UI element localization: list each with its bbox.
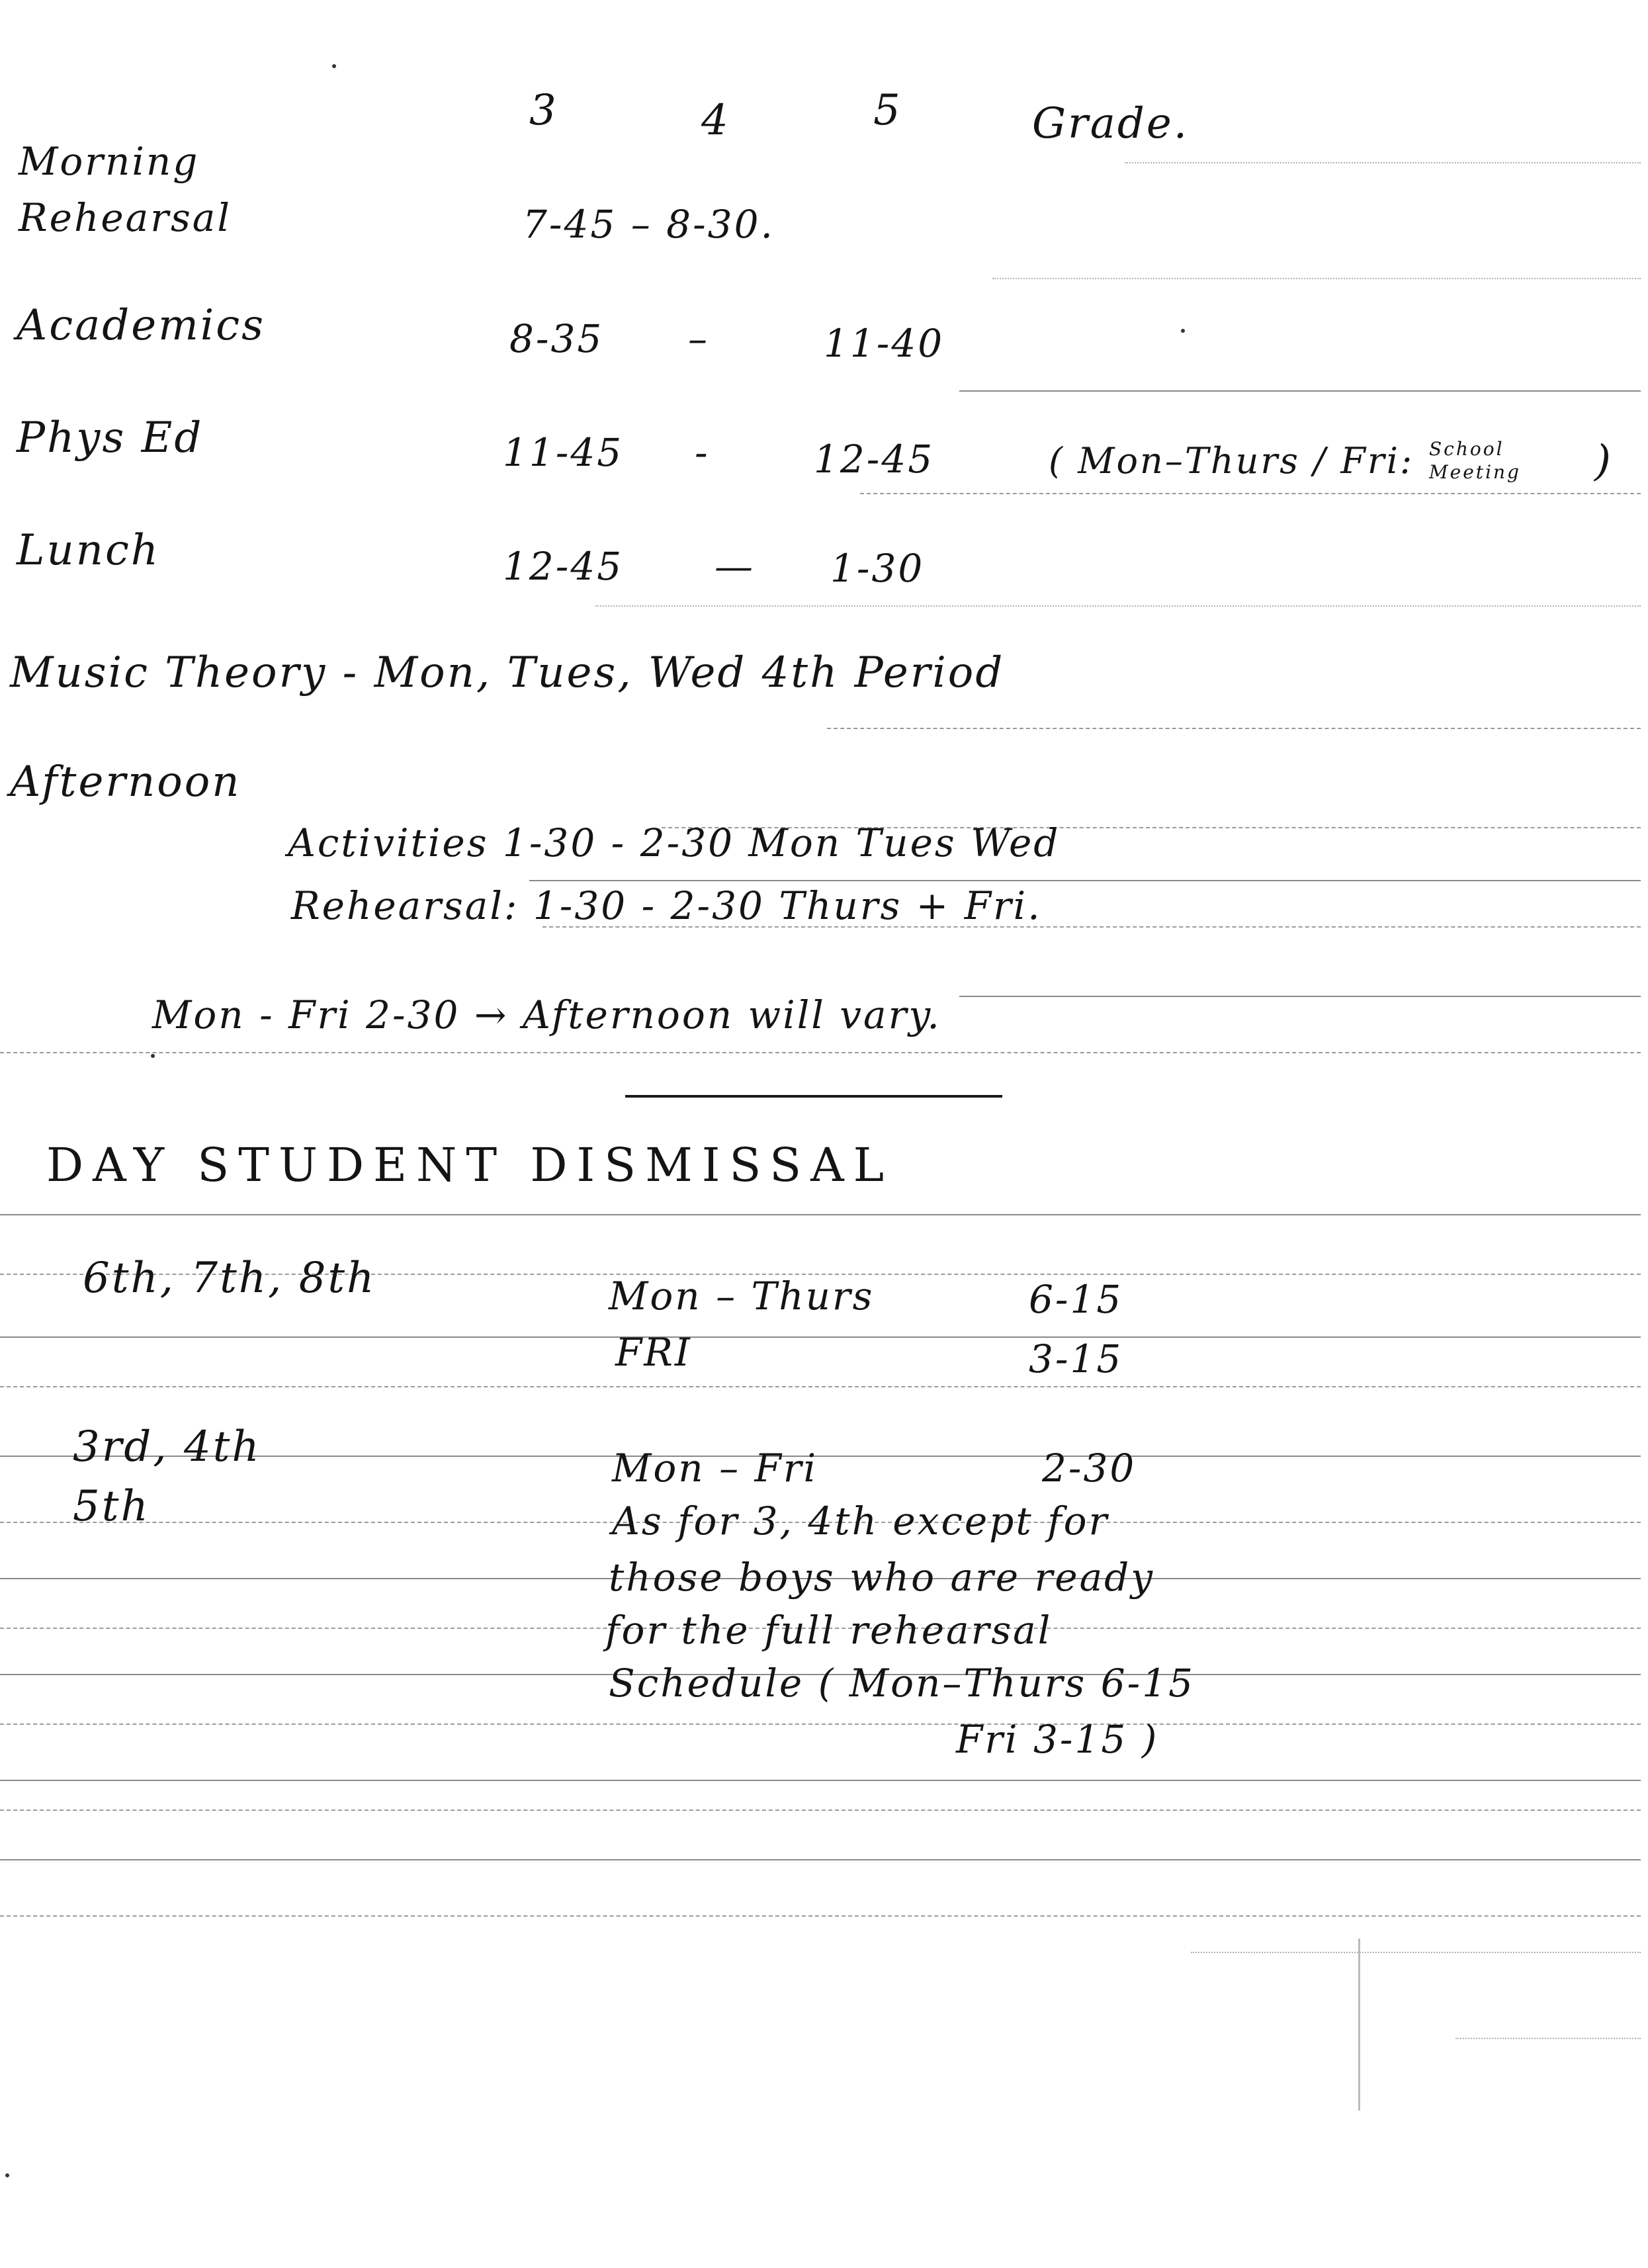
- grade-3-heading: 3: [529, 86, 558, 135]
- lunch-label: Lunch: [17, 526, 160, 575]
- lower-grades-5: 5th: [73, 1482, 150, 1531]
- phys-ed-note-meeting: Meeting: [1429, 461, 1521, 483]
- stray-dot: [1181, 329, 1185, 333]
- rule-line: [0, 1214, 1641, 1215]
- dismissal-note-line1: As for 3, 4th except for: [612, 1499, 1109, 1544]
- phys-ed-label: Phys Ed: [17, 414, 204, 462]
- rule-line: [0, 1336, 1641, 1338]
- dismissal-note-line3: for the full rehearsal: [605, 1608, 1053, 1653]
- lunch-end: 1-30: [830, 546, 925, 591]
- dash: —: [715, 544, 755, 589]
- phys-ed-note-close: ): [1594, 437, 1613, 486]
- rule-line: [0, 1859, 1641, 1860]
- lower-row1-days: Mon – Fri: [612, 1446, 818, 1491]
- rule-line: [0, 1810, 1641, 1811]
- morning-label: Morning: [19, 139, 200, 184]
- rehearsal-line: Rehearsal: 1-30 - 2-30 Thurs + Fri.: [291, 883, 1042, 928]
- phys-ed-note: ( Mon–Thurs / Fri:: [1049, 440, 1414, 482]
- lunch-start: 12-45: [503, 544, 624, 589]
- rule-line: [1125, 162, 1641, 163]
- rule-line: [1455, 2038, 1641, 2039]
- afternoon-label: Afternoon: [10, 758, 241, 807]
- upper-row1-days: Mon – Thurs: [609, 1274, 875, 1319]
- dismissal-title: DAY STUDENT DISMISSAL: [46, 1138, 894, 1192]
- academics-label: Academics: [17, 301, 265, 350]
- activities-line: Activities 1-30 - 2-30 Mon Tues Wed: [288, 820, 1061, 865]
- section-divider: [625, 1095, 1002, 1098]
- phys-ed-end: 12-45: [814, 437, 935, 482]
- upper-grades: 6th, 7th, 8th: [83, 1254, 376, 1303]
- lower-grades-3-4: 3rd, 4th: [73, 1422, 261, 1471]
- margin-mark: [1358, 1939, 1360, 2111]
- rule-line: [860, 493, 1641, 494]
- academics-start: 8-35: [509, 316, 604, 361]
- rule-line: [1191, 1952, 1641, 1953]
- dash: –: [688, 316, 709, 361]
- rule-line: [992, 278, 1641, 279]
- morning-rehearsal-time: 7-45 – 8-30.: [523, 202, 775, 247]
- dismissal-note-line5: Fri 3-15 ): [956, 1717, 1159, 1762]
- rule-line: [0, 1780, 1641, 1781]
- stray-dot: [151, 1054, 155, 1058]
- rule-line: [827, 728, 1641, 729]
- rule-line: [959, 996, 1641, 997]
- rule-line: [595, 605, 1641, 607]
- phys-ed-start: 11-45: [503, 430, 624, 475]
- rule-line: [0, 1386, 1641, 1387]
- dash: -: [695, 430, 710, 475]
- grade-heading: Grade.: [1032, 99, 1190, 148]
- grade-5-heading: 5: [873, 86, 902, 135]
- dismissal-note-line4: Schedule ( Mon–Thurs 6-15: [609, 1661, 1195, 1706]
- upper-row1-time: 6-15: [1029, 1277, 1123, 1322]
- stray-dot: [332, 64, 336, 68]
- lower-row1-time: 2-30: [1042, 1446, 1137, 1491]
- upper-row2-days: FRI: [615, 1330, 692, 1375]
- dismissal-note-line2: those boys who are ready: [609, 1555, 1155, 1600]
- rule-line: [0, 1915, 1641, 1917]
- stray-dot: [5, 2173, 9, 2177]
- academics-end: 11-40: [824, 321, 945, 366]
- rule-line: [959, 390, 1641, 392]
- rule-line: [529, 880, 1641, 881]
- rehearsal-label: Rehearsal: [19, 195, 232, 240]
- mon-fri-line: Mon - Fri 2-30 → Afternoon will vary.: [152, 992, 941, 1037]
- music-theory-line: Music Theory - Mon, Tues, Wed 4th Period: [10, 648, 1005, 697]
- upper-row2-time: 3-15: [1029, 1336, 1123, 1381]
- grade-4-heading: 4: [701, 96, 730, 145]
- rule-line: [0, 1052, 1641, 1053]
- rule-line: [0, 1723, 1641, 1725]
- phys-ed-note-school: School: [1429, 438, 1504, 460]
